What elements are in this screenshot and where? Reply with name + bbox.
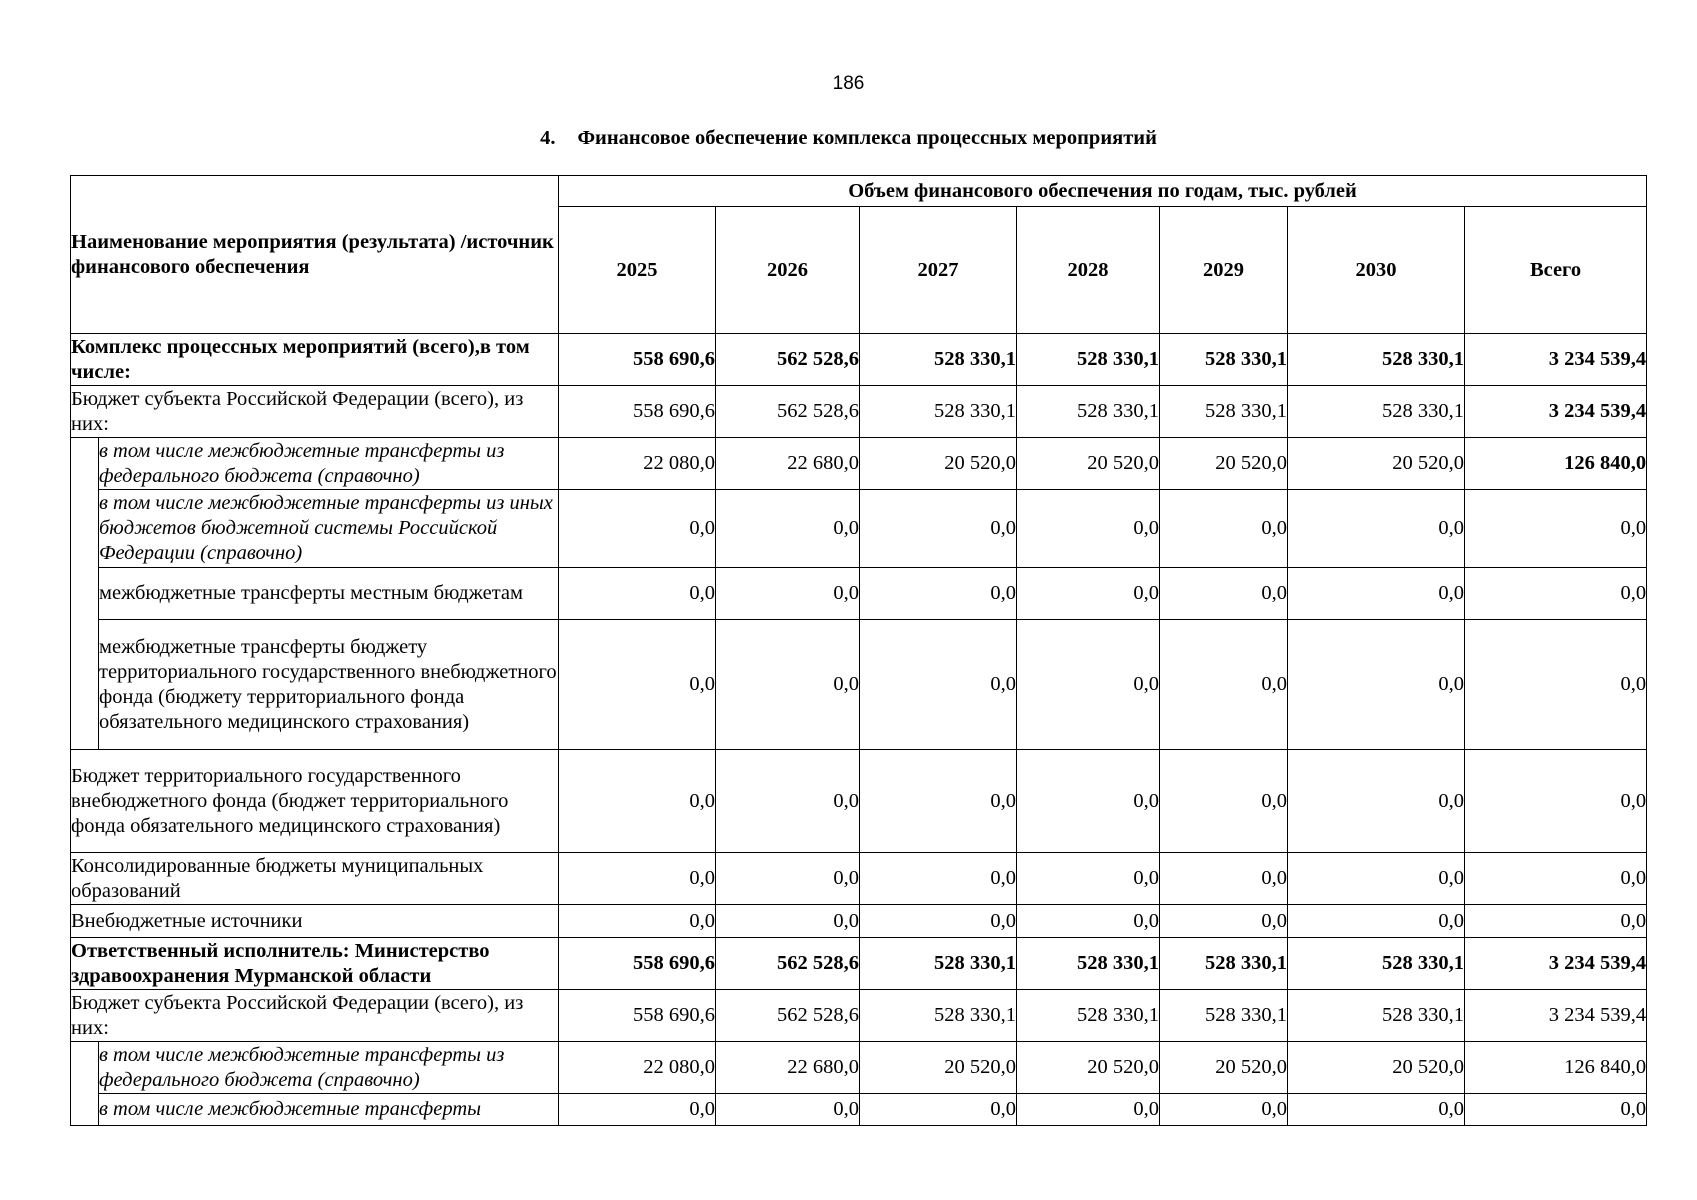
table-row: [71, 438, 1647, 490]
year-header: 2025: [559, 207, 716, 334]
row-value: 528 330,1: [860, 386, 1017, 438]
row-value: 0,0: [1288, 853, 1465, 905]
row-value: 0,0: [1160, 1094, 1288, 1126]
row-name: Внебюджетные источники: [71, 905, 559, 938]
table-row: [71, 1094, 1647, 1126]
year-header: 2028: [1017, 207, 1160, 334]
row-value: 0,0: [860, 853, 1017, 905]
row-value: 0,0: [559, 905, 716, 938]
row-value: 0,0: [559, 853, 716, 905]
row-value: 0,0: [1017, 905, 1160, 938]
row-value: 562 528,6: [716, 334, 860, 386]
row-value: 528 330,1: [860, 334, 1017, 386]
row-value: 0,0: [1160, 750, 1288, 853]
row-total: 126 840,0: [1465, 1042, 1647, 1094]
row-value: 0,0: [716, 1094, 860, 1126]
row-value: 562 528,6: [716, 386, 860, 438]
row-value: 558 690,6: [559, 938, 716, 990]
financing-table: [70, 175, 1647, 1126]
row-value: 0,0: [1160, 568, 1288, 620]
row-value: 0,0: [559, 620, 716, 750]
row-value: 0,0: [559, 490, 716, 568]
table-row: [71, 568, 1647, 620]
row-value: 528 330,1: [1017, 386, 1160, 438]
row-value: 528 330,1: [860, 990, 1017, 1042]
row-value: 20 520,0: [1160, 1042, 1288, 1094]
row-name: в том числе межбюджетные трансферты из федерального бюджета (справочно): [99, 1042, 559, 1094]
row-value: 528 330,1: [1017, 938, 1160, 990]
row-total: 3 234 539,4: [1465, 386, 1647, 438]
row-value: 20 520,0: [860, 1042, 1017, 1094]
row-value: 0,0: [860, 905, 1017, 938]
row-value: 0,0: [1160, 853, 1288, 905]
row-name: Бюджет субъекта Российской Федерации (всего), из них:: [71, 386, 559, 438]
row-total: 3 234 539,4: [1465, 334, 1647, 386]
row-total: 0,0: [1465, 568, 1647, 620]
row-value: 0,0: [716, 620, 860, 750]
table-row: [71, 334, 1647, 386]
row-total: 0,0: [1465, 853, 1647, 905]
table-row: [71, 938, 1647, 990]
row-value: 0,0: [716, 853, 860, 905]
row-value: 558 690,6: [559, 386, 716, 438]
name-column-header: Наименование мероприятия (результата) /источник финансового обеспечения: [71, 176, 559, 334]
row-value: 0,0: [1288, 905, 1465, 938]
total-header: Всего: [1465, 207, 1647, 334]
section-title: [0, 127, 1697, 150]
row-value: 22 080,0: [559, 438, 716, 490]
row-value: 0,0: [860, 568, 1017, 620]
row-value: 528 330,1: [1160, 386, 1288, 438]
row-name: межбюджетные трансферты бюджету территориального государственного внебюджетного фонда (бюджету территориального фонда обязательного медицинского страхования): [99, 620, 559, 750]
row-value: 0,0: [1017, 490, 1160, 568]
indent-gutter: [71, 1042, 99, 1126]
row-value: 0,0: [1017, 568, 1160, 620]
row-total: 126 840,0: [1465, 438, 1647, 490]
row-value: 0,0: [1160, 620, 1288, 750]
row-value: 0,0: [1017, 853, 1160, 905]
row-total: 0,0: [1465, 620, 1647, 750]
row-value: 528 330,1: [1160, 334, 1288, 386]
row-name: в том числе межбюджетные трансферты: [99, 1094, 559, 1126]
row-value: 528 330,1: [1160, 938, 1288, 990]
table-row: [71, 990, 1647, 1042]
row-value: 0,0: [1160, 490, 1288, 568]
table-row: [71, 905, 1647, 938]
row-name: в том числе межбюджетные трансферты из иных бюджетов бюджетной системы Российской Федерации (справочно): [99, 490, 559, 568]
row-value: 22 680,0: [716, 438, 860, 490]
row-value: 0,0: [860, 1094, 1017, 1126]
table-row: [71, 750, 1647, 853]
row-value: 528 330,1: [1017, 990, 1160, 1042]
row-value: 0,0: [1017, 1094, 1160, 1126]
row-total: 0,0: [1465, 750, 1647, 853]
row-value: 20 520,0: [1160, 438, 1288, 490]
row-name: Комплекс процессных мероприятий (всего),в том числе:: [71, 334, 559, 386]
row-value: 20 520,0: [1017, 1042, 1160, 1094]
row-value: 528 330,1: [1160, 990, 1288, 1042]
row-value: 0,0: [1017, 750, 1160, 853]
row-name: Бюджет территориального государственного внебюджетного фонда (бюджет территориального фонда обязательного медицинского страхования): [71, 750, 559, 853]
row-value: 20 520,0: [1288, 438, 1465, 490]
row-value: 0,0: [716, 490, 860, 568]
row-value: 22 680,0: [716, 1042, 860, 1094]
section-title-text: Финансовое обеспечение комплекса процессных мероприятий: [577, 127, 1157, 149]
row-value: 528 330,1: [1288, 938, 1465, 990]
row-value: 0,0: [1017, 620, 1160, 750]
row-value: 0,0: [1160, 905, 1288, 938]
section-number: 4.: [540, 127, 556, 149]
row-value: 558 690,6: [559, 334, 716, 386]
row-value: 20 520,0: [1288, 1042, 1465, 1094]
row-value: 0,0: [559, 568, 716, 620]
row-value: 528 330,1: [1288, 334, 1465, 386]
table-row: [71, 620, 1647, 750]
row-value: 20 520,0: [1017, 438, 1160, 490]
table-row: [71, 386, 1647, 438]
year-header: 2027: [860, 207, 1017, 334]
row-value: 528 330,1: [860, 938, 1017, 990]
year-header: 2030: [1288, 207, 1465, 334]
year-header: 2029: [1160, 207, 1288, 334]
table-row: [71, 490, 1647, 568]
financing-volume-header: Объем финансового обеспечения по годам, тыс. рублей: [559, 176, 1647, 207]
page-number: 186: [832, 73, 865, 94]
row-value: 0,0: [716, 568, 860, 620]
row-value: 528 330,1: [1017, 334, 1160, 386]
row-value: 0,0: [860, 620, 1017, 750]
row-name: межбюджетные трансферты местным бюджетам: [99, 568, 559, 620]
row-value: 20 520,0: [860, 438, 1017, 490]
row-value: 0,0: [716, 750, 860, 853]
row-value: 0,0: [1288, 568, 1465, 620]
row-value: 528 330,1: [1288, 990, 1465, 1042]
row-name: Ответственный исполнитель: Министерство здравоохранения Мурманской области: [71, 938, 559, 990]
row-value: 0,0: [860, 490, 1017, 568]
row-value: 528 330,1: [1288, 386, 1465, 438]
row-name: Консолидированные бюджеты муниципальных образований: [71, 853, 559, 905]
row-total: 0,0: [1465, 490, 1647, 568]
row-value: 562 528,6: [716, 938, 860, 990]
row-value: 0,0: [716, 905, 860, 938]
row-value: 0,0: [559, 750, 716, 853]
indent-gutter: [71, 438, 99, 750]
row-name: Бюджет субъекта Российской Федерации (всего), из них:: [71, 990, 559, 1042]
table-row: [71, 853, 1647, 905]
row-value: 0,0: [1288, 620, 1465, 750]
row-value: 558 690,6: [559, 990, 716, 1042]
year-header: 2026: [716, 207, 860, 334]
row-value: 0,0: [1288, 750, 1465, 853]
row-value: 562 528,6: [716, 990, 860, 1042]
row-value: 0,0: [860, 750, 1017, 853]
row-total: 0,0: [1465, 905, 1647, 938]
row-total: 0,0: [1465, 1094, 1647, 1126]
row-value: 0,0: [559, 1094, 716, 1126]
row-total: 3 234 539,4: [1465, 938, 1647, 990]
row-name: в том числе межбюджетные трансферты из федерального бюджета (справочно): [99, 438, 559, 490]
row-value: 0,0: [1288, 490, 1465, 568]
table-row: [71, 1042, 1647, 1094]
row-total: 3 234 539,4: [1465, 990, 1647, 1042]
row-value: 22 080,0: [559, 1042, 716, 1094]
row-value: 0,0: [1288, 1094, 1465, 1126]
